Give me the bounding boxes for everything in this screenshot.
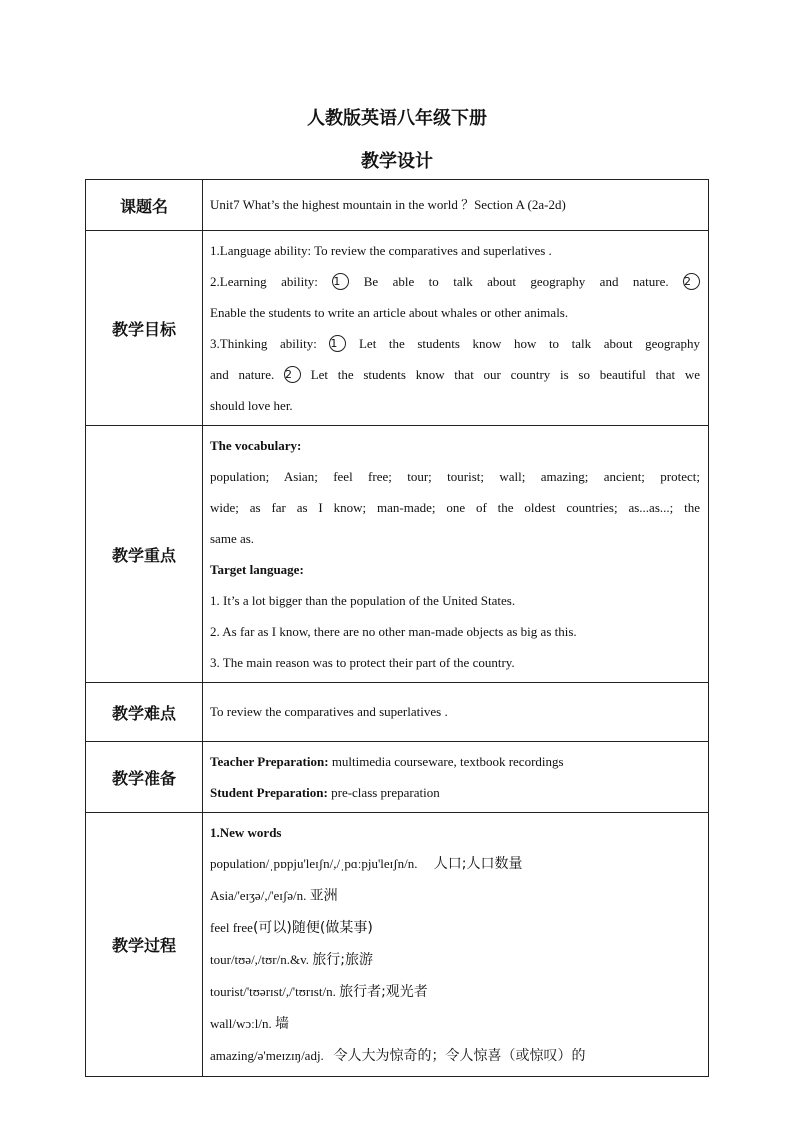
circled-number: 1 xyxy=(332,273,349,290)
label-topic: 课题名 xyxy=(86,180,203,231)
row-objectives xyxy=(86,231,709,426)
circled-number: 2 xyxy=(284,366,301,383)
word-meaning: 令人大为惊奇的；令人惊喜（或惊叹）的 xyxy=(333,1048,586,1064)
label-difficulties: 教学难点 xyxy=(86,683,203,742)
new-words-heading: 1.New words xyxy=(210,825,282,840)
word-term: Asia/'eɪʒə/,/'eɪʃə/n. xyxy=(210,888,307,903)
circled-number: 2 xyxy=(683,273,700,290)
word-entry xyxy=(210,912,700,944)
word-entry xyxy=(210,848,700,880)
word-meaning: 墙 xyxy=(275,1016,289,1032)
row-topic xyxy=(86,180,709,231)
student-preparation-label: Student Preparation: xyxy=(210,785,328,800)
objective-learning-cont: Enable the students to write an article about whales or other animals. xyxy=(210,305,569,320)
word-meaning: 旅行;旅游 xyxy=(312,952,373,968)
vocabulary-line: same as. xyxy=(210,531,255,546)
word-entry xyxy=(210,1040,700,1072)
target-sentence: 1. It’s a lot bigger than the population of the United States. xyxy=(210,593,516,608)
label-process: 教学过程 xyxy=(86,813,203,1077)
document-subtitle: 教学设计 xyxy=(361,151,433,172)
content-topic xyxy=(203,180,709,231)
objective-thinking-text: Let the students know how to talk about geography xyxy=(358,336,701,351)
label-preparation: 教学准备 xyxy=(86,742,203,813)
objective-thinking-text2: Let the students know that our country is so beautiful that we xyxy=(310,367,701,382)
word-term: wall/wɔːl/n. xyxy=(210,1016,272,1031)
objective-thinking-prefix: 3.Thinking ability: xyxy=(210,336,317,351)
target-language-heading: Target language: xyxy=(210,562,304,577)
teacher-preparation-label: Teacher Preparation: xyxy=(210,754,329,769)
row-preparation xyxy=(86,742,709,813)
word-entry xyxy=(210,880,700,912)
content-preparation xyxy=(203,742,709,813)
row-difficulties xyxy=(86,683,709,742)
objective-thinking-end: should love her. xyxy=(210,398,293,413)
vocabulary-line: wide; as far as I know; man-made; one of the oldest countries; as...as...; the xyxy=(210,500,700,515)
word-term: population/ˌpɒpju'leɪʃn/,/ˌpɑːpju'leɪʃn/n. xyxy=(210,856,418,871)
label-objectives: 教学目标 xyxy=(86,231,203,426)
word-entry xyxy=(210,976,700,1008)
target-sentence: 2. As far as I know, there are no other man-made objects as big as this. xyxy=(210,624,577,639)
word-meaning: 人口;人口数量 xyxy=(433,856,523,872)
student-preparation-text: pre-class preparation xyxy=(331,785,440,800)
content-key-points xyxy=(203,426,709,683)
circled-number: 1 xyxy=(329,335,346,352)
target-sentence: 3. The main reason was to protect their part of the country. xyxy=(210,655,515,670)
lesson-plan-table xyxy=(85,179,709,1077)
word-meaning: (可以)随便(做某事) xyxy=(252,920,373,936)
word-term: tour/tʊə/,/tʊr/n.&v. xyxy=(210,952,309,967)
teacher-preparation xyxy=(210,746,700,777)
objective-learning-prefix: 2.Learning ability: xyxy=(210,274,318,289)
teacher-preparation-text: multimedia courseware, textbook recordings xyxy=(331,754,564,769)
label-key-points: 教学重点 xyxy=(86,426,203,683)
objective-thinking-pre2: and nature. xyxy=(210,367,275,382)
vocabulary-heading: The vocabulary: xyxy=(210,438,302,453)
content-process xyxy=(203,813,709,1077)
student-preparation xyxy=(210,777,700,808)
word-term: tourist/'tʊərɪst/,/'tʊrɪst/n. xyxy=(210,984,336,999)
row-key-points xyxy=(86,426,709,683)
word-meaning: 旅行者;观光者 xyxy=(339,984,428,1000)
topic-text: Unit7 What’s the highest mountain in the world ？Section A (2a-2d) xyxy=(210,197,566,212)
word-term: feel free xyxy=(210,920,253,935)
objective-thinking xyxy=(210,328,700,359)
word-term: amazing/ə'meɪzɪŋ/adj. xyxy=(210,1048,324,1063)
objective-learning xyxy=(210,266,700,297)
difficulties-text: To review the comparatives and superlatives . xyxy=(210,704,448,719)
vocabulary-line: population; Asian; feel free; tour; tourist; wall; amazing; ancient; protect; xyxy=(210,469,700,484)
word-meaning: 亚洲 xyxy=(309,888,338,904)
objective-thinking-cont xyxy=(210,359,700,390)
row-process xyxy=(86,813,709,1077)
document-title: 人教版英语八年级下册 xyxy=(307,108,487,129)
content-difficulties xyxy=(203,683,709,742)
objective-learning-text: Be able to talk about geography and nature. xyxy=(363,274,669,289)
content-objectives xyxy=(203,231,709,426)
word-entry xyxy=(210,1008,700,1040)
word-entry xyxy=(210,944,700,976)
objective-language: 1.Language ability: To review the comparatives and superlatives . xyxy=(210,243,552,258)
